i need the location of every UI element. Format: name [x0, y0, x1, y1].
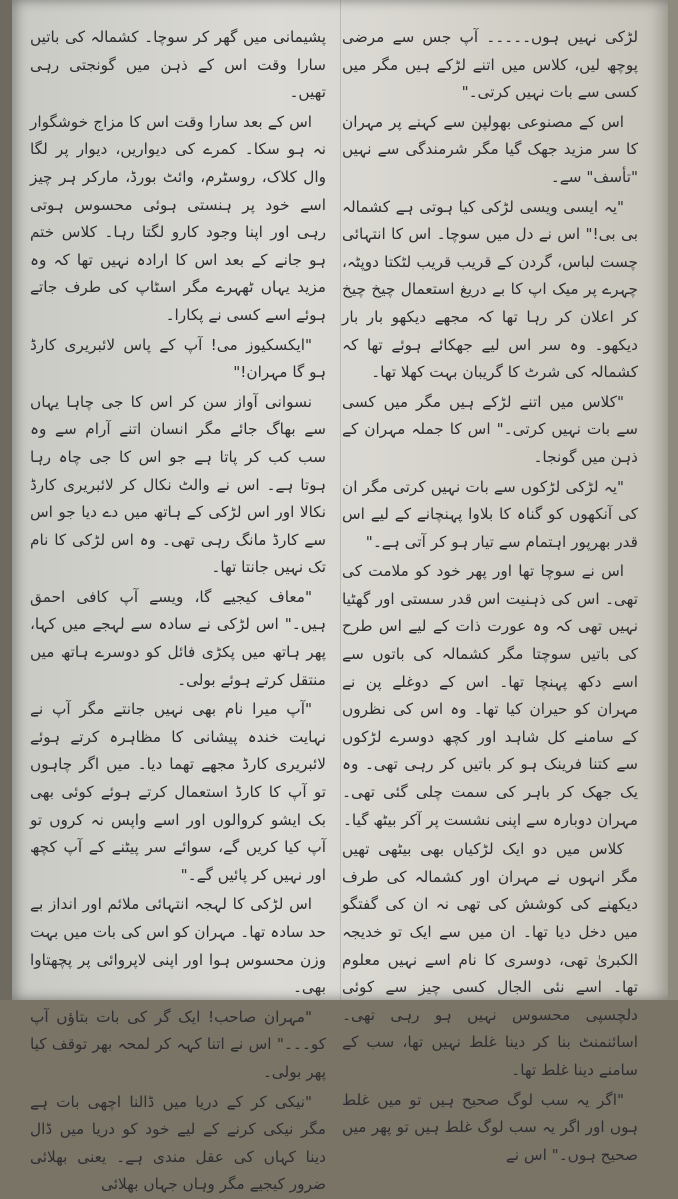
column-divider [340, 0, 341, 1000]
paragraph: "کلاس میں اتنے لڑکے ہیں مگر میں کسی سے بات نہیں کرتی۔" اس کا جملہ مہران کے ذہن میں گونجا۔ [342, 392, 638, 466]
paragraph: نسوانی آواز سن کر اس کا جی چاہا یہاں سے بھاگ جائے مگر انسان اتنے آرام سے وہ سب کب کر پاتا ہے جو اس کا جی چاہ رہا ہوتا ہے۔ اس نے والٹ نکال کر لائبریری کارڈ نکالا اور اس لڑکی کے ہاتھ میں دے دیا جو اس سے کارڈ مانگ رہی تھی۔ وہ اس لڑکی کا نام تک نہیں جانتا تھا۔ [30, 392, 326, 577]
paragraph: "آپ میرا نام بھی نہیں جانتے مگر آپ نے نہایت خندہ پیشانی کا مظاہرہ کرتے ہوئے لائبریری کارڈ مجھے تھما دیا۔ میں اگر چاہوں تو آپ کا کارڈ استعمال کرتے ہوئے کوئی بھی بک ایشو کروالوں اور اسے واپس نہ کروں تو آپ کیا کریں گے، سوائے سر پیٹنے کے آپ کچھ اور نہیں کر پائیں گے۔" [30, 700, 326, 884]
paragraph: "یہ لڑکی لڑکوں سے بات نہیں کرتی مگر ان کی آنکھوں کو گناہ کا بلاوا پہنچانے کے لیے اس قدر بھرپور اہتمام سے تیار ہو کر آتی ہے۔" [342, 477, 638, 551]
paragraph: "مہران صاحب! ایک گر کی بات بتاؤں آپ کو۔۔۔" اس نے اتنا کہہ کر لمحہ بھر توقف کیا پھر بولی۔ [30, 1007, 326, 1081]
paragraph: "معاف کیجیے گا، ویسے آپ کافی احمق ہیں۔" اس لڑکی نے سادہ سے لہجے میں کہا، پھر ہاتھ میں پکڑی فائل کو دوسرے ہاتھ میں منتقل کرتے ہوئے بولی۔ [30, 587, 326, 689]
paragraph: پشیمانی میں گھر کر سوچا۔ کشمالہ کی باتیں سارا وقت اس کے ذہن میں گونجتی رہی تھیں۔ [30, 28, 326, 102]
right-text-column [342, 24, 638, 1164]
paragraph: "یہ ایسی ویسی لڑکی کیا ہوتی ہے کشمالہ بی بی!" اس نے دل میں سوچا۔ اس کا انتہائی چست لباس، گردن کے قریب قریب لٹکتا دوپٹہ، چہرے پر میک اپ کا بے دریغ استعمال چیخ چیخ کر اعلان کر رہا تھا کہ مجھے دیکھو بار بار دیکھو۔ وہ سر اس لیے جھکائے ہوئے تھا کہ کشمالہ کی شرٹ کا گریبان بہت کھلا تھا۔ [342, 197, 638, 382]
paragraph: "اگر یہ سب لوگ صحیح ہیں تو میں غلط ہوں اور اگر یہ سب لوگ غلط ہیں تو پھر میں صحیح ہوں۔" اس نے [342, 1090, 638, 1164]
paragraph: اس کے مصنوعی بھولپن سے کہنے پر مہران کا سر مزید جھک گیا مگر شرمندگی سے نہیں "تأسف" سے۔ [342, 112, 638, 186]
paragraph: "نیکی کر کے دریا میں ڈالنا اچھی بات ہے مگر نیکی کرنے کے لیے خود کو دریا میں ڈال دینا کہاں کی عقل مندی ہے۔ یعنی بھلائی ضرور کیجیے مگر وہاں جہاں بھلائی [30, 1092, 326, 1194]
paragraph: اس نے سوچا تھا اور پھر خود کو ملامت کی تھی۔ اس کی ذہنیت اس قدر سستی اور گھٹیا نہیں تھی کہ وہ عورت ذات کے لیے اس طرح کی باتیں سوچتا مگر کشمالہ کی باتوں سے اسے دکھ پہنچا تھا۔ اس کے دوغلے پن نے مہران کو حیران کیا تھا۔ وہ اس کی نظروں کے سامنے کل شاہد اور کچھ دوسرے لڑکوں سے کتنا فرینک ہو کر باتیں کر رہی تھی۔ وہ یک جھک کر باہر کی سمت چلی گئی تھی۔ مہران دوبارہ سے اپنی نشست پر آکر بیٹھ گیا۔ [342, 562, 638, 829]
left-text-column [30, 24, 326, 1194]
paragraph: "ایکسکیوز می! آپ کے پاس لائبریری کارڈ ہو گا مہران!" [30, 335, 326, 382]
paragraph: کلاس میں دو ایک لڑکیاں بھی بیٹھی تھیں مگر انہوں نے مہران اور کشمالہ کی طرف دیکھنے کی کوشش کی تھی نہ ان کی گفتگو میں دخل دیا تھا۔ ان میں سے ایک تو خدیجہ الکبریٰ تھی، دوسری کا نام اسے نہیں معلوم تھا۔ اسے نئی الجال کسی چیز سے کوئی دلچسپی محسوس نہیں ہو رہی تھی۔ اسائنمنٹ بنا کر دینا غلط نہیں تھا، سب کے سامنے دینا غلط تھا۔ [342, 840, 638, 1079]
paragraph: اس لڑکی کا لہجہ انتہائی ملائم اور انداز بے حد سادہ تھا۔ مہران کو اس کی بات میں بہت وزن محسوس ہوا اور اپنی لاپروائی پر پچھتاوا بھی۔ [30, 895, 326, 997]
paragraph: اس کے بعد سارا وقت اس کا مزاج خوشگوار نہ ہو سکا۔ کمرے کی دیواریں، دیوار پر لگا وال کلاک، روسٹرم، وائٹ بورڈ، مارکر ہر چیز اسے خود پر ہنستی ہوئی محسوس ہوتی رہی اور اپنا وجود کارو لگتا رہا۔ کلاس ختم ہو جانے کے بعد اس کا ارادہ نہیں تھا کہ وہ مزید یہاں ٹھہرے مگر اسٹاپ کی طرف جاتے ہوئے اسے کسی نے پکارا۔ [30, 112, 326, 324]
paragraph: لڑکی نہیں ہوں۔۔۔۔۔ آپ جس سے مرضی پوچھ لیں، کلاس میں اتنے لڑکے ہیں مگر میں کسی سے بات نہیں کرتی۔" [342, 28, 638, 102]
